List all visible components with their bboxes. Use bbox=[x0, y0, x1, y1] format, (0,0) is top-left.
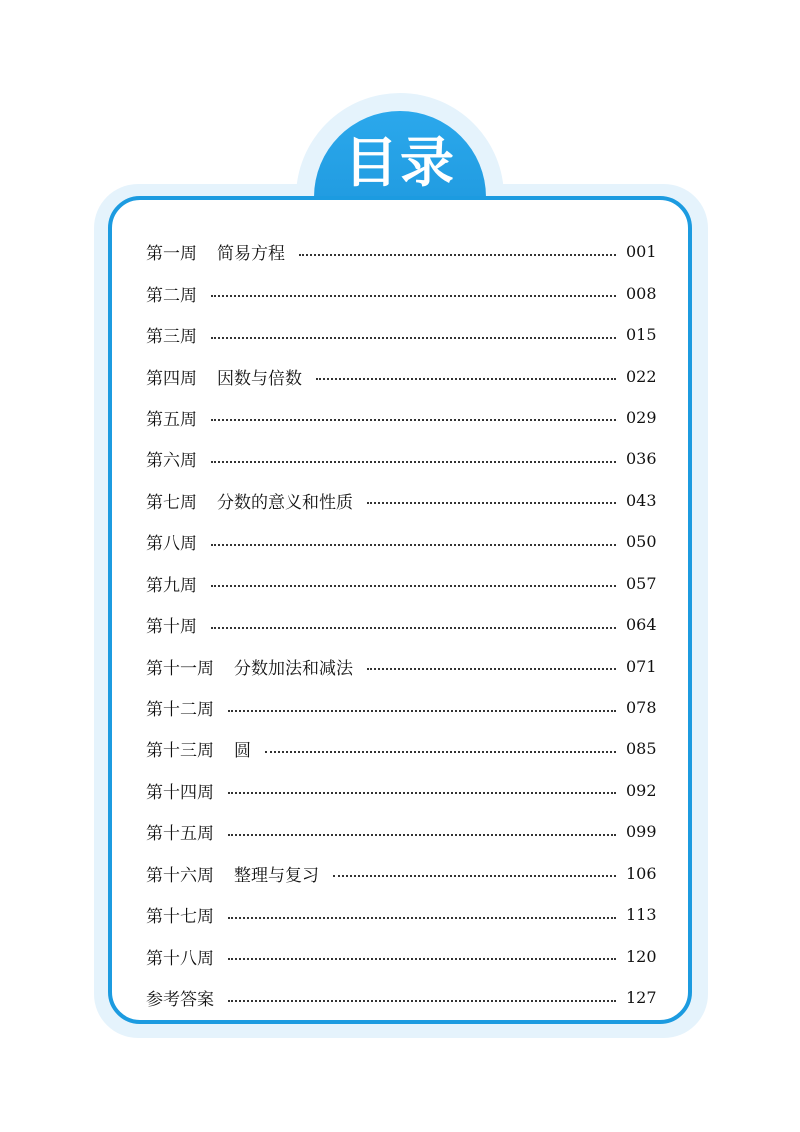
toc-entry-week: 第四周 bbox=[146, 368, 197, 389]
toc-entry-page: 120 bbox=[626, 946, 657, 966]
toc-entry[interactable] bbox=[146, 770, 656, 811]
toc-entry-page: 092 bbox=[626, 780, 657, 800]
toc-dot-leader bbox=[228, 710, 616, 712]
toc-entry[interactable] bbox=[146, 314, 656, 355]
toc-entry-week: 第二周 bbox=[146, 285, 197, 306]
toc-entry[interactable] bbox=[146, 397, 656, 438]
toc-entry[interactable] bbox=[146, 438, 656, 479]
toc-dot-leader bbox=[299, 254, 616, 256]
toc-entry-week: 第六周 bbox=[146, 451, 197, 472]
toc-dot-leader bbox=[367, 668, 616, 670]
toc-entry-page: 078 bbox=[626, 698, 657, 718]
toc-dot-leader bbox=[211, 295, 616, 297]
toc-entry[interactable] bbox=[146, 977, 656, 1018]
toc-entry[interactable] bbox=[146, 231, 656, 272]
toc-entry-week: 第五周 bbox=[146, 409, 197, 430]
toc-dot-leader bbox=[228, 792, 616, 794]
toc-entry-topic: 因数与倍数 bbox=[217, 368, 302, 389]
toc-dot-leader bbox=[211, 461, 616, 463]
toc-dot-leader bbox=[228, 958, 616, 960]
toc-entry-page: 008 bbox=[626, 283, 657, 303]
toc-entry-week: 第七周 bbox=[146, 492, 197, 513]
toc-entry-page: 015 bbox=[626, 325, 657, 345]
toc-dot-leader bbox=[211, 544, 616, 546]
toc-entry-page: 099 bbox=[626, 822, 657, 842]
toc-dot-leader bbox=[265, 751, 616, 753]
toc-entry[interactable] bbox=[146, 272, 656, 313]
toc-entry-page: 057 bbox=[626, 573, 657, 593]
toc-dot-leader bbox=[367, 502, 616, 504]
toc-entry-page: 050 bbox=[626, 532, 657, 552]
toc-entry-week: 第八周 bbox=[146, 534, 197, 555]
toc-entry-week: 第十二周 bbox=[146, 700, 214, 721]
toc-entry-page: 022 bbox=[626, 366, 657, 386]
toc-dot-leader bbox=[211, 337, 616, 339]
toc-entry-week: 第九周 bbox=[146, 575, 197, 596]
toc-entry-page: 001 bbox=[626, 242, 657, 262]
toc-entry[interactable] bbox=[146, 480, 656, 521]
toc-entry-week: 第十三周 bbox=[146, 741, 214, 762]
toc-entry-week: 第十一周 bbox=[146, 658, 214, 679]
toc-entry-week: 第一周 bbox=[146, 244, 197, 265]
toc-entry-week: 第十五周 bbox=[146, 824, 214, 845]
toc-entry-topic: 分数加法和减法 bbox=[234, 658, 353, 679]
toc-entry[interactable] bbox=[146, 645, 656, 686]
toc-entry-page: 085 bbox=[626, 739, 657, 759]
toc-entry[interactable] bbox=[146, 894, 656, 935]
toc-entry[interactable] bbox=[146, 521, 656, 562]
toc-entry-topic: 整理与复习 bbox=[234, 865, 319, 886]
toc-entry-week: 第十八周 bbox=[146, 948, 214, 969]
toc-dot-leader bbox=[228, 834, 616, 836]
toc-entry-page: 071 bbox=[626, 656, 657, 676]
toc-entry[interactable] bbox=[146, 563, 656, 604]
toc-entry-topic: 圆 bbox=[234, 741, 251, 762]
toc-entry-week: 第三周 bbox=[146, 327, 197, 348]
toc-entry-topic: 简易方程 bbox=[217, 244, 285, 265]
toc-entry-week: 参考答案 bbox=[146, 990, 214, 1011]
toc-entry-page: 029 bbox=[626, 407, 657, 427]
toc-entry[interactable] bbox=[146, 811, 656, 852]
toc-dot-leader bbox=[211, 419, 616, 421]
toc-entry-page: 064 bbox=[626, 615, 657, 635]
toc-entry-page: 036 bbox=[626, 449, 657, 469]
page-title: 目录 bbox=[344, 131, 456, 194]
toc-dot-leader bbox=[316, 378, 616, 380]
toc-dot-leader bbox=[211, 627, 616, 629]
toc-list bbox=[146, 231, 656, 1018]
toc-entry[interactable] bbox=[146, 355, 656, 396]
toc-entry-week: 第十七周 bbox=[146, 907, 214, 928]
toc-entry-week: 第十四周 bbox=[146, 782, 214, 803]
toc-dot-leader bbox=[228, 917, 616, 919]
toc-entry-page: 127 bbox=[626, 988, 657, 1008]
toc-entry-page: 106 bbox=[626, 863, 657, 883]
toc-entry[interactable] bbox=[146, 935, 656, 976]
toc-dot-leader bbox=[333, 875, 616, 877]
toc-dot-leader bbox=[211, 585, 616, 587]
toc-entry-page: 043 bbox=[626, 490, 657, 510]
toc-entry-week: 第十六周 bbox=[146, 865, 214, 886]
toc-entry-week: 第十周 bbox=[146, 617, 197, 638]
toc-entry-topic: 分数的意义和性质 bbox=[217, 492, 353, 513]
toc-entry[interactable] bbox=[146, 853, 656, 894]
toc-entry[interactable] bbox=[146, 687, 656, 728]
toc-entry[interactable] bbox=[146, 604, 656, 645]
toc-dot-leader bbox=[228, 1000, 616, 1002]
toc-entry[interactable] bbox=[146, 728, 656, 769]
toc-entry-page: 113 bbox=[626, 905, 657, 925]
